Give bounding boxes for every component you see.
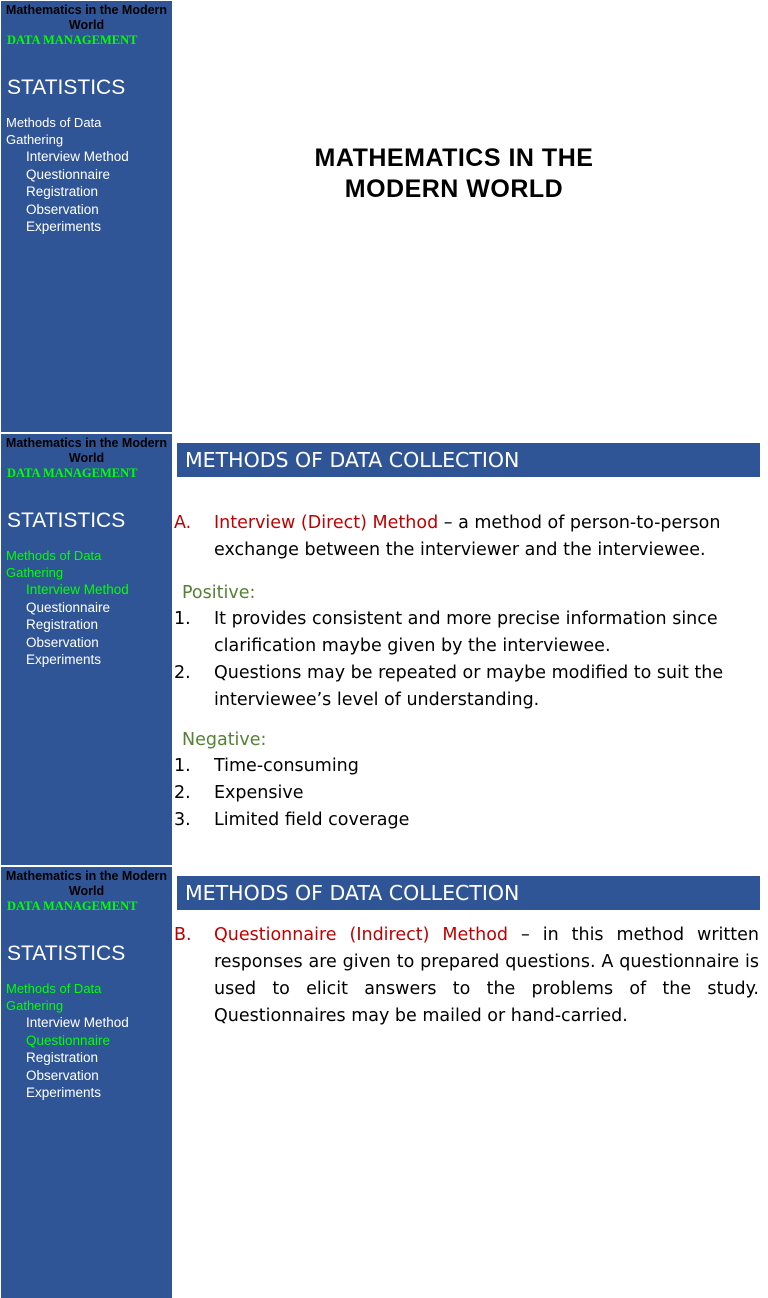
sidebar-item-registration: Registration <box>26 184 99 199</box>
sidebar <box>1 434 172 865</box>
sidebar <box>1 1 172 432</box>
slide-interview-method <box>0 433 768 865</box>
sidebar-item-registration: Registration <box>26 1050 99 1065</box>
sidebar-item-registration: Registration <box>26 617 99 632</box>
list-item: 2. Expensive <box>174 783 304 803</box>
course-title: Mathematics in the Modern World <box>5 3 168 32</box>
subject-label: DATA MANAGEMENT <box>7 33 138 47</box>
methods-heading: Methods of Data Gathering <box>6 548 102 580</box>
methods-list <box>1 581 172 669</box>
course-title: Mathematics in the Modern World <box>5 436 168 465</box>
sidebar-item-questionnaire: Questionnaire <box>26 599 111 615</box>
course-title: Mathematics in the Modern World <box>5 869 168 898</box>
method-description: – in this method written responses are given to prepared questions. A questionnaire is used to elicit answers to the problems of the study. Questionnaires may be mailed or hand-carried. <box>214 925 759 1026</box>
list-item: 2. Questions may be repeated or maybe modified to suit the interviewee’s level of understanding. <box>174 663 724 710</box>
method-item <box>174 510 759 564</box>
section-banner: METHODS OF DATA COLLECTION <box>177 876 760 910</box>
slide-questionnaire-method <box>0 866 768 1100</box>
list-item: 1. It provides consistent and more precise information since clarification maybe given by the interviewee. <box>174 609 718 656</box>
sidebar-item-observation: Observation <box>26 634 99 650</box>
page-title <box>172 143 736 205</box>
slide-content <box>174 922 759 1030</box>
sidebar-item-interview: Interview Method <box>26 149 129 164</box>
sidebar <box>1 867 172 1298</box>
method-item <box>174 922 759 1030</box>
methods-heading: Methods of Data Gathering <box>6 115 102 147</box>
methods-heading: Methods of Data Gathering <box>6 981 102 1013</box>
section-banner: METHODS OF DATA COLLECTION <box>177 443 760 477</box>
list-item: 3. Limited field coverage <box>174 810 410 830</box>
subject-label: DATA MANAGEMENT <box>7 899 138 913</box>
negative-label: Negative: <box>182 730 267 750</box>
sidebar-item-questionnaire: Questionnaire <box>26 166 111 182</box>
methods-list <box>1 1014 172 1102</box>
list-item: 1. Time-consuming <box>174 756 359 776</box>
sidebar-item-interview: Interview Method <box>26 582 129 597</box>
method-term: Interview (Direct) Method <box>214 513 439 533</box>
positive-label: Positive: <box>182 583 256 603</box>
sidebar-item-questionnaire: Questionnaire <box>26 1032 111 1048</box>
title-line-1: MATHEMATICS IN THE <box>314 144 594 172</box>
method-description: – a method of person-to-person exchange between the interviewer and the interviewee. <box>214 513 721 560</box>
sidebar-item-experiments: Experiments <box>26 1085 102 1100</box>
sidebar-item-interview: Interview Method <box>26 1015 129 1030</box>
sidebar-item-observation: Observation <box>26 1067 99 1083</box>
section-title: STATISTICS <box>7 942 126 965</box>
slide-title <box>0 0 768 432</box>
section-title: STATISTICS <box>7 76 126 99</box>
sidebar-item-experiments: Experiments <box>26 219 102 234</box>
title-line-2: MODERN WORLD <box>344 175 564 203</box>
sidebar-item-observation: Observation <box>26 201 99 217</box>
method-term: Questionnaire (Indirect) Method <box>214 925 509 945</box>
sidebar-item-experiments: Experiments <box>26 652 102 667</box>
section-title: STATISTICS <box>7 509 126 532</box>
item-marker: B. <box>174 925 192 945</box>
item-marker: A. <box>174 513 192 533</box>
methods-list <box>1 148 172 236</box>
slide-content <box>174 510 759 834</box>
subject-label: DATA MANAGEMENT <box>7 466 138 480</box>
